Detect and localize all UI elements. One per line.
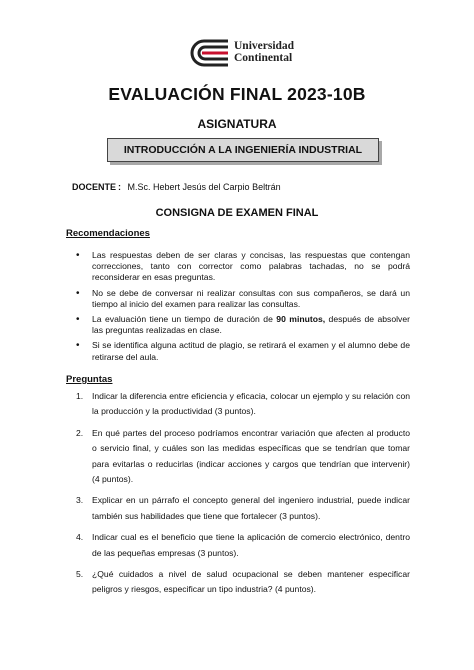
docente-separator: : — [118, 182, 121, 192]
recomendacion-text: después de absolver las preguntas realizadas en clase. — [92, 314, 410, 336]
consigna-heading: CONSIGNA DE EXAMEN FINAL — [155, 207, 319, 219]
pregunta-number: 1. — [76, 391, 84, 401]
recomendacion-item: • No se debe de conversar ni realizar consultas con sus compañeros, se dará un tiempo al inicio del examen para realizar las consultas. — [66, 288, 410, 310]
recomendacion-item: • Si se identifica alguna actitud de plagio, se retirará el examen y el alumno debe de retirarse del aula. — [66, 340, 410, 362]
preguntas-heading: Preguntas — [66, 374, 113, 385]
university-logo — [188, 38, 308, 68]
recomendaciones-heading: Recomendaciones — [66, 228, 150, 239]
university-continental-logo-icon — [188, 38, 230, 68]
pregunta-item — [66, 426, 410, 488]
pregunta-text: Indicar la diferencia entre eficiencia y eficacia, colocar un ejemplo y su relación con la producción y la productividad (3 puntos). — [92, 391, 410, 417]
pregunta-item — [66, 493, 410, 524]
exam-title: EVALUACIÓN FINAL 2023-10B — [108, 84, 366, 104]
subject-heading: ASIGNATURA — [197, 117, 277, 131]
pregunta-text: Indicar cual es el beneficio que tiene la aplicación de comercio electrónico, dentro de las pequeñas empresas (3 puntos). — [92, 532, 410, 558]
docente-label: DOCENTE — [72, 182, 117, 192]
recomendacion-item: • Las respuestas deben de ser claras y concisas, las respuestas que contengan correcciones, tanto con corrector como palabras tachadas, no se podrá reconsiderar en esas preguntas. — [66, 250, 410, 284]
pregunta-item — [66, 530, 410, 561]
recomendaciones-list — [66, 250, 410, 367]
pregunta-text: En qué partes del proceso podríamos encontrar variación que afecten al producto o servicio final, y cuáles son las medidas específicas que se tendrían que tomar para evitarlas o reducirlas (indicar acciones y cargos que tendrían que intervenir) (4 puntos). — [92, 427, 410, 485]
pregunta-number: 5. — [76, 569, 84, 580]
recomendacion-text: La evaluación tiene un tiempo de duración de — [92, 314, 277, 325]
subject-name-box: INTRODUCCIÓN A LA INGENIERÍA INDUSTRIAL — [107, 138, 379, 162]
pregunta-item — [66, 567, 410, 598]
pregunta-text: ¿Qué cuidados a nivel de salud ocupacional se deben mantener especificar peligros y riesgos, especificar un tipo industria? (4 puntos). — [92, 569, 410, 595]
duration-emphasis: 90 minutos, — [276, 314, 326, 325]
preguntas-list — [66, 389, 410, 604]
recomendacion-item — [66, 314, 410, 336]
pregunta-number: 2. — [76, 427, 84, 438]
university-name: Universidad Continental — [234, 40, 295, 64]
pregunta-text: Explicar en un párrafo el concepto general del ingeniero industrial, puede indicar también sus habilidades que tiene que fortalecer (3 puntos). — [92, 495, 410, 521]
docente-line — [72, 182, 281, 192]
docente-name: M.Sc. Hebert Jesús del Carpio Beltrán — [127, 182, 281, 192]
pregunta-number: 3. — [76, 495, 84, 506]
pregunta-item — [66, 389, 410, 420]
pregunta-number: 4. — [76, 532, 84, 543]
